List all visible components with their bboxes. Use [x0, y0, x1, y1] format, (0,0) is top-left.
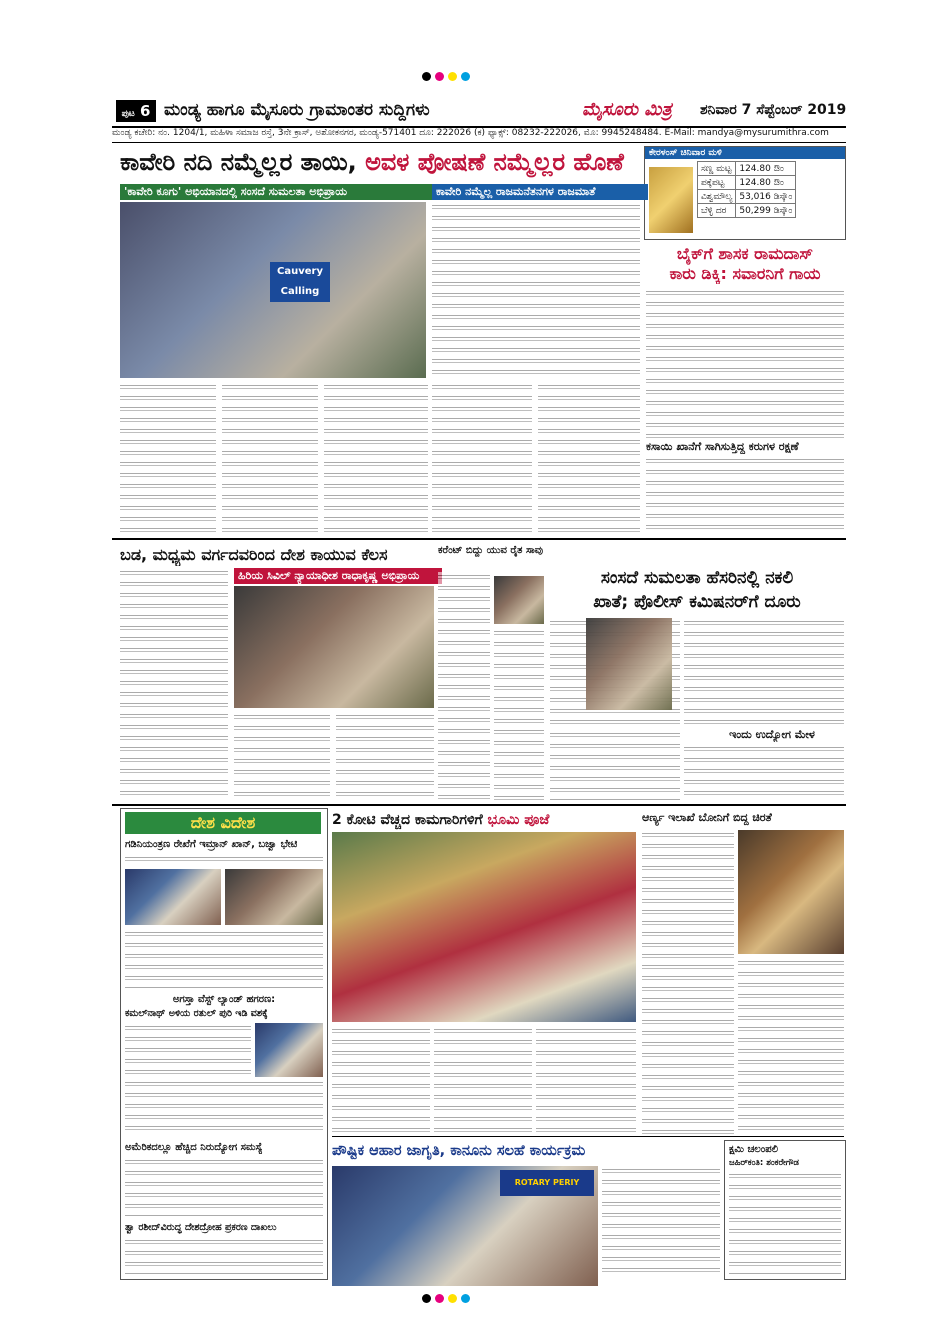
kaveri-story-text-col-1 [432, 382, 532, 534]
rates-table [697, 161, 796, 218]
rates-box [644, 146, 846, 240]
job-fair-headline: ಇಂದು ಉದ್ಯೋಗ ಮೇಳ [729, 728, 815, 741]
lead-headline: ಕಾವೇರಿ ನದಿ ನಮ್ಮೆಲ್ಲರ ತಾಯಿ, ಅವಳ ಪೋಷಣೆ ನಮ್ಮೆಲ್ಲರ ಹೊಣೆ [120, 148, 624, 176]
kaveri-story-text-col-2 [538, 382, 640, 534]
registration-marks-bottom [420, 1288, 472, 1307]
lead-photo [120, 202, 426, 378]
desha-story3-text [125, 1157, 323, 1217]
judge-story-headline: ಬಡ, ಮಧ್ಯಮ ವರ್ಗದವರಿಂದ ದೇಶ ಕಾಯುವ ಕೆಲಸ [120, 545, 388, 564]
job-fair-text [684, 744, 844, 800]
cow-story-headline: ಕಸಾಯಿ ಖಾನೆಗೆ ಸಾಗಿಸುತ್ತಿದ್ದ ಕರುಗಳ ರಕ್ಷಣೆ [646, 440, 799, 453]
issue-date: ಶನಿವಾರ 7 ಸೆಪ್ಟೆಂಬರ್ 2019 [700, 102, 847, 118]
column-text [729, 1171, 841, 1275]
sumalatha-story-headline: ಸಂಸದೆ ಸುಮಲತಾ ಹೆಸರಿನಲ್ಲಿ ನಕಲಿ ಖಾತೆ; ಪೊಲೀಸ್ ಕಮಿಷನರ್‌ಗೆ ದೂರು [593, 568, 801, 612]
farmer-photo [494, 576, 544, 624]
rate-row: ಪಕ್ಕೆಪಟ್ಟ 124.80 ಔಂ [698, 176, 796, 190]
works-story-text-col-3 [536, 1026, 636, 1132]
column-author: ಜಹಿರ್‌ಕಂತಿ: ಶಂಕರೇಗೌಡ [729, 1158, 799, 1168]
sumalatha-story-text-col-3 [550, 730, 680, 800]
judge-story-subhead: ಹಿರಿಯ ಸಿವಿಲ್ ನ್ಯಾಯಾಧೀಶ ರಾಧಾಕೃಷ್ಣ ಅಭಿಪ್ರಾಯ [234, 568, 442, 584]
rotary-banner: ROTARY PERIY [500, 1170, 594, 1196]
divider [332, 1136, 844, 1137]
desha-videsha-box [120, 808, 328, 1280]
judge-story-text-col-1 [120, 568, 228, 800]
desha-story1-headline: ಗಡಿನಿಯಂತ್ರಣ ರೇಖೆಗೆ ಇಮ್ರಾನ್ ಖಾನ್, ಬಜ್ವಾ ಭೇಟಿ [125, 839, 298, 850]
desha-story2-text-b [125, 1079, 323, 1137]
desha-story1-text [125, 929, 323, 989]
divider [112, 804, 846, 806]
section-title: ಮಂಡ್ಯ ಹಾಗೂ ಮೈಸೂರು ಗ್ರಾಮಾಂತರ ಸುದ್ದಿಗಳು [164, 100, 430, 120]
desha-story1-photo-1 [125, 869, 221, 925]
desha-story1-photo-2 [225, 869, 323, 925]
mla-story-headline: ಬೈಕ್‌ಗೆ ಶಾಸಕ ರಾಮದಾಸ್ ಕಾರು ಡಿಕ್ಕಿ: ಸವಾರನಿಗೆ ಗಾಯ [669, 244, 821, 283]
page-number: ಪುಟ 6 [116, 100, 156, 122]
sumalatha-story-text-col-2 [684, 618, 844, 728]
kaveri-story-text-top [432, 202, 640, 378]
desha-story2-text-a [125, 1023, 251, 1077]
rate-row: ವಿಶ್ವಮೌಲ್ಯ 53,016 ಡಿಸ್ಕೌಂ [698, 190, 796, 204]
desha-story4-text [125, 1237, 323, 1275]
lead-text-col-2 [222, 382, 318, 534]
nutrition-story-photo [332, 1166, 598, 1286]
office-address: ಮಂಡ್ಯ ಕಚೇರಿ: ನಂ. 1204/1, ಮಹಿಳಾ ಸಮಾಜ ರಸ್ತೆ, 3ನೇ ಕ್ರಾಸ್, ಅಶೋಕನಗರ, ಮಂಡ್ಯ-571401 ದೂ: 222026 (ಕ) ಫ್ಯಾಕ್ಸ್: 08232-222026, ಮೊ: 9945248484. E-Mail: mandya@mysurumithra.com [112, 128, 846, 143]
farmer-story-text-col-1 [438, 572, 490, 800]
nutrition-story-text-col-1 [602, 1166, 720, 1278]
rates-title: ಕೇರಳಂಸ್ ಚಿನಿವಾರ ಮಳಿ [645, 147, 845, 159]
registration-marks-top [420, 66, 472, 85]
lead-subhead: 'ಕಾವೇರಿ ಕೂಗು' ಅಭಿಯಾನದಲ್ಲಿ ಸಂಸದೆ ಸುಮಲತಾ ಅಭಿಪ್ರಾಯ [120, 184, 436, 200]
judge-story-photo [234, 586, 434, 708]
works-story-photo [332, 832, 636, 1022]
desha-story3-headline: ಅಮೆರಿಕದಲ್ಲೂ ಹೆಚ್ಚಿದ ನಿರುದ್ಯೋಗ ಸಮಸ್ಯೆ [125, 1142, 263, 1153]
nutrition-story-headline: ಪೌಷ್ಟಿಕ ಆಹಾರ ಜಾಗೃತಿ, ಕಾನೂನು ಸಲಹೆ ಕಾರ್ಯಕ್ರಮ [332, 1143, 586, 1159]
lead-text-col-3 [324, 382, 428, 534]
gold-coin-icon [649, 167, 693, 233]
masthead [112, 96, 846, 128]
lead-text-col-1 [120, 382, 216, 534]
desha-story2-subheadline: ಕಮಲ್‌ನಾಥ್ ಅಳಿಯ ರತುಲ್ ಪುರಿ ಇಡಿ ವಶಕ್ಕೆ [125, 1008, 268, 1019]
column-box [724, 1140, 846, 1280]
leopard-story-headline: ಆರ್ಣ್ಯ ಇಲಾಖೆ ಬೋನಿಗೆ ಬಿದ್ದ ಚಿರತೆ [642, 811, 772, 824]
rate-row: ಸಣ್ಣ ಮಟ್ಟ 124.80 ಔಂ [698, 162, 796, 176]
works-story-headline: 2 ಕೋಟಿ ವೆಚ್ಚದ ಕಾಮಗಾರಿಗಳಿಗೆ ಭೂಮಿ ಪೂಜೆ [332, 812, 550, 828]
leopard-story-text-col-2 [738, 958, 844, 1134]
desha-story2-headline: ಅಗಸ್ತಾ ವೆಸ್ಟ್ ಲ್ಯಾಂಡ್ ಹಗರಣ: [172, 994, 276, 1005]
leopard-photo [738, 830, 844, 954]
brand-logo: ಮೈಸೂರು ಮಿತ್ರ [582, 99, 672, 120]
mla-story-text [646, 288, 844, 438]
judge-story-text-col-2 [234, 712, 330, 800]
desha-story2-photo [255, 1023, 323, 1077]
column-title: ಕ್ಷಮಿ ಚಲಂಪಲಿ [729, 1144, 778, 1155]
desha-videsha-banner: ದೇಶ ವಿದೇಶ [125, 812, 321, 834]
farmer-story-text-col-2 [494, 628, 544, 800]
kaveri-story-headline: ಕಾವೇರಿ ನಮ್ಮೆಲ್ಲ ರಾಜಮನೆತನಗಳ ರಾಜಮಾತೆ [432, 184, 648, 200]
leopard-story-text-col-1 [642, 830, 734, 1134]
sumalatha-photo [586, 618, 672, 710]
works-story-text-col-2 [434, 1026, 532, 1132]
judge-story-text-col-3 [336, 712, 434, 800]
desha-story4-headline: ತ್ವಾ ರಶೀದ್‌ವಿರುದ್ಧ ದೇಶದ್ರೋಹ ಪ್ರಕರಣ ದಾಖಲು [125, 1222, 277, 1233]
newspaper-page [112, 96, 846, 1281]
rate-row: ಬೆಳ್ಳಿ ದರ 50,299 ಡಿಸ್ಕೌಂ [698, 204, 796, 218]
cow-story-text [646, 456, 844, 534]
farmer-story-headline: ಕರೆಂಟ್ ಬಿದ್ದು ಯುವ ರೈತ ಸಾವು [438, 545, 543, 556]
works-story-text-col-1 [332, 1026, 430, 1132]
desha-story1-text-top [125, 854, 323, 868]
divider [112, 538, 846, 540]
cauvery-calling-banner: Cauvery Calling [270, 262, 330, 302]
